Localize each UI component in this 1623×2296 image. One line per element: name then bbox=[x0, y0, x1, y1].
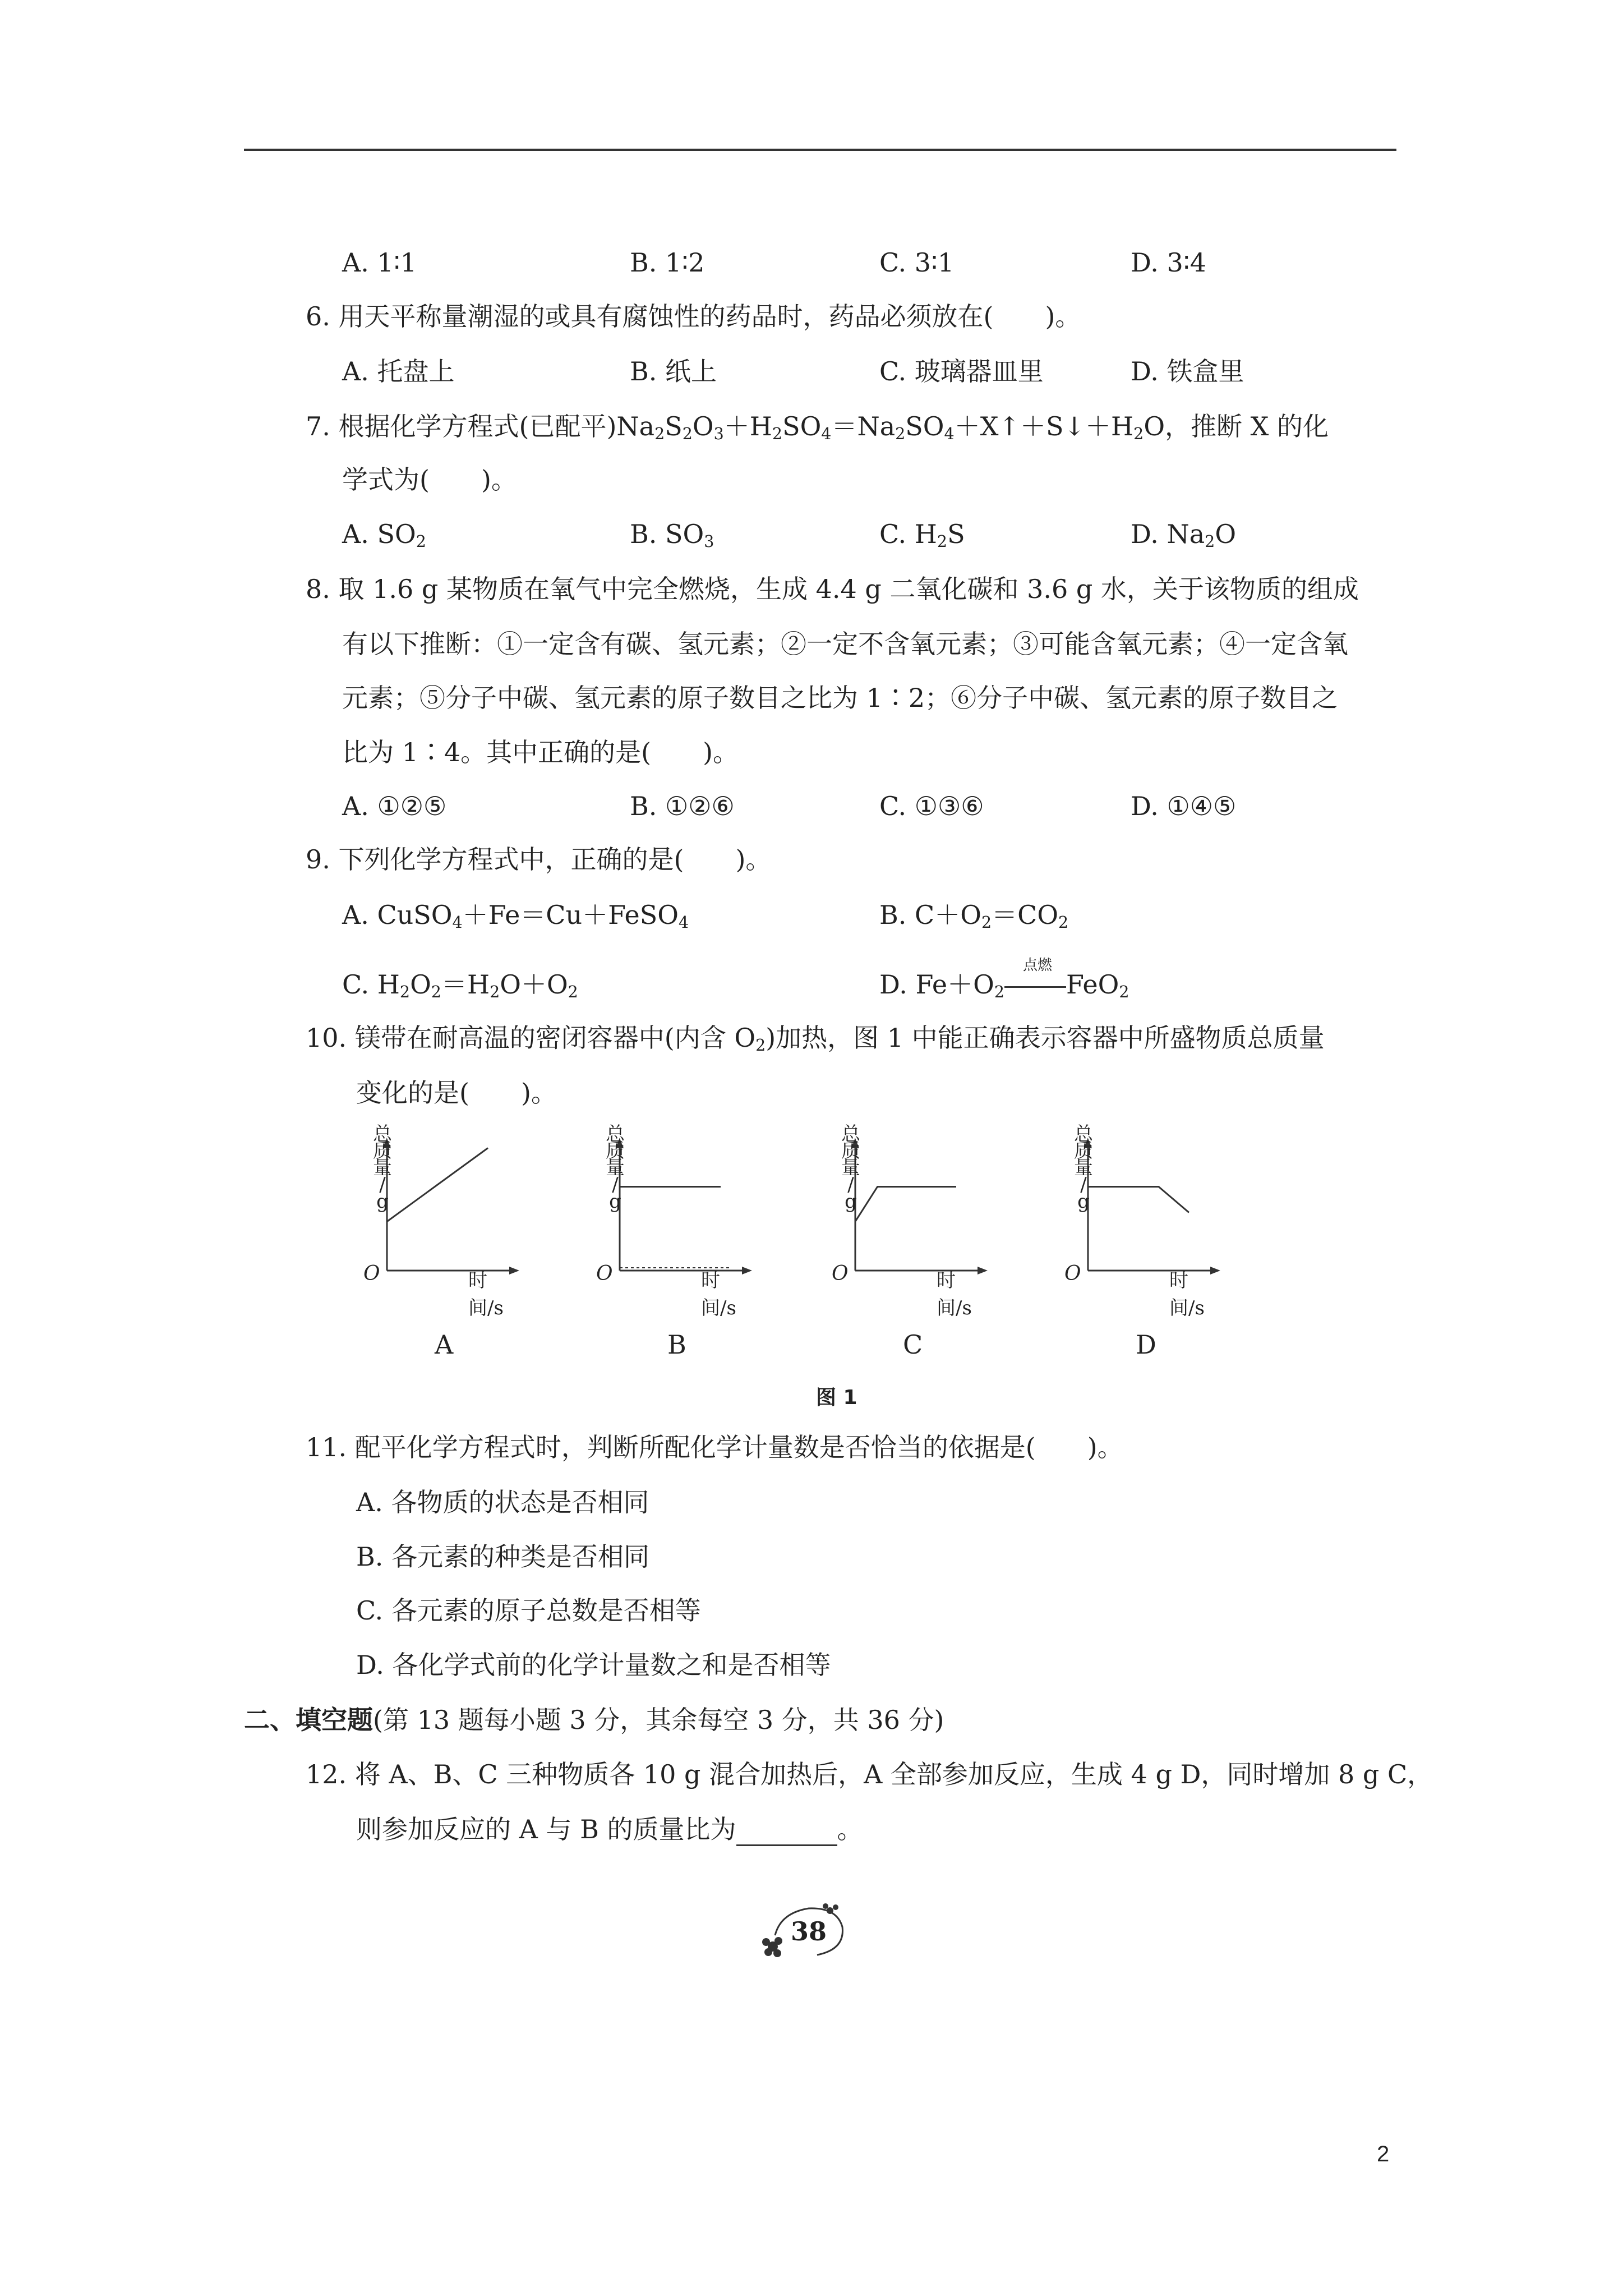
y-axis-label-char: / bbox=[847, 1174, 854, 1196]
reaction-condition bbox=[1004, 957, 1066, 1001]
option-text: B. C＋O bbox=[879, 900, 981, 930]
y-axis-label-char: g bbox=[376, 1190, 389, 1213]
x-axis-label: 时间/s bbox=[937, 1269, 972, 1319]
graph-b bbox=[596, 1123, 754, 1360]
origin-label: O bbox=[1064, 1262, 1081, 1285]
y-axis-label-char: g bbox=[1077, 1190, 1090, 1213]
x-axis-label: 时间/s bbox=[468, 1269, 504, 1319]
subscript: 3 bbox=[713, 425, 724, 444]
option-text: D. Fe＋O bbox=[879, 969, 994, 1000]
q12-stem-part: 则参加反应的 A 与 B 的质量比为 bbox=[356, 1814, 736, 1844]
graph-option-label: D bbox=[1136, 1329, 1156, 1360]
section-title: 二、填空题 bbox=[244, 1705, 373, 1735]
origin-label: O bbox=[832, 1262, 849, 1285]
subscript: 2 bbox=[490, 983, 500, 1002]
q11-stem: 11. 配平化学方程式时，判断所配化学计量数是否恰当的依据是( )。 bbox=[306, 1432, 1123, 1462]
option-text: ＝CO bbox=[992, 900, 1059, 930]
y-axis-label bbox=[604, 1123, 626, 1213]
subscript: 4 bbox=[944, 425, 955, 444]
q11-option-b: B. 各元素的种类是否相同 bbox=[356, 1542, 650, 1572]
subscript: 4 bbox=[452, 913, 463, 932]
option-text: B. SO bbox=[630, 519, 704, 549]
mass-curve bbox=[387, 1148, 488, 1222]
q7-stem-part: ＋H bbox=[723, 411, 772, 441]
y-axis-label-char: 质 bbox=[373, 1140, 392, 1162]
option-text: ＝H bbox=[441, 969, 490, 1000]
q11-option-a: A. 各物质的状态是否相同 bbox=[356, 1487, 649, 1517]
q8-stem-line3: 元素；⑤分子中碳、氢元素的原子数目之比为 1∶2；⑥分子中碳、氢元素的原子数目之 bbox=[342, 683, 1338, 713]
graph-c bbox=[832, 1123, 990, 1360]
subscript: 2 bbox=[654, 425, 665, 444]
q7-option-a bbox=[342, 517, 426, 551]
option-text: O bbox=[1215, 519, 1237, 549]
q8-option-b: B. ①②⑥ bbox=[630, 791, 735, 821]
graph-axes bbox=[844, 1130, 990, 1276]
subscript: 2 bbox=[399, 983, 411, 1002]
q8-option-c: C. ①③⑥ bbox=[879, 791, 984, 821]
mass-curve bbox=[1088, 1187, 1189, 1213]
graph-option-label: C bbox=[903, 1329, 923, 1360]
equation-bar bbox=[1004, 986, 1066, 988]
q7-option-b bbox=[630, 517, 714, 551]
q11-option-d: D. 各化学式前的化学计量数之和是否相等 bbox=[356, 1650, 831, 1680]
page-badge bbox=[758, 1902, 848, 1963]
subscript: 4 bbox=[678, 913, 689, 932]
subscript: 2 bbox=[568, 983, 578, 1002]
subscript: 2 bbox=[895, 425, 906, 444]
q5-option-b: B. 1∶2 bbox=[630, 247, 705, 278]
q6-stem: 6. 用天平称量潮湿的或具有腐蚀性的药品时，药品必须放在( )。 bbox=[306, 301, 1081, 332]
q10-stem-line2: 变化的是( )。 bbox=[356, 1078, 557, 1108]
q7-stem-part: ＝Na bbox=[831, 411, 896, 441]
y-axis-label bbox=[1072, 1123, 1095, 1213]
option-text: S bbox=[947, 519, 965, 549]
subscript: 2 bbox=[1133, 425, 1144, 444]
origin-label: O bbox=[596, 1262, 613, 1285]
mass-curve bbox=[855, 1187, 956, 1222]
section-note: (第 13 题每小题 3 分，其余每空 3 分，共 36 分) bbox=[373, 1705, 944, 1735]
origin-label: O bbox=[363, 1262, 380, 1285]
y-axis-label-char: 总 bbox=[373, 1123, 392, 1145]
q7-stem-part: 7. 根据化学方程式(已配平)Na bbox=[306, 411, 655, 441]
graph-option-label: B bbox=[667, 1329, 686, 1360]
option-text: A. CuSO bbox=[342, 900, 453, 930]
q8-stem-line2: 有以下推断：①一定含有碳、氢元素；②一定不含氧元素；③可能含氧元素；④一定含氧 bbox=[342, 629, 1348, 659]
graph-axes bbox=[1077, 1130, 1223, 1276]
option-text: D. Na bbox=[1131, 519, 1205, 549]
x-axis-label: 时间/s bbox=[701, 1269, 736, 1319]
y-axis-label-char: 总 bbox=[1074, 1123, 1093, 1145]
option-text: FeO bbox=[1066, 969, 1119, 1000]
subscript: 2 bbox=[1119, 983, 1129, 1002]
q9-option-c bbox=[342, 968, 578, 1001]
q7-option-d bbox=[1131, 517, 1236, 551]
q12-stem-part: 。 bbox=[837, 1814, 863, 1844]
y-axis-label-char: 量 bbox=[606, 1157, 625, 1179]
q6-option-c: C. 玻璃器皿里 bbox=[879, 356, 1044, 386]
graph-axes bbox=[376, 1130, 522, 1276]
subscript: 2 bbox=[937, 532, 948, 551]
q12-stem-line2 bbox=[356, 1812, 863, 1846]
q11-option-c: C. 各元素的原子总数是否相等 bbox=[356, 1595, 701, 1626]
y-axis-label-char: / bbox=[379, 1174, 386, 1196]
y-axis-label-char: g bbox=[845, 1190, 857, 1213]
option-text: A. SO bbox=[342, 519, 416, 549]
graph-option-label: A bbox=[435, 1329, 454, 1360]
q7-stem-line2: 学式为( )。 bbox=[342, 464, 517, 495]
y-axis-label-char: g bbox=[609, 1190, 621, 1213]
q7-stem-part: SO bbox=[782, 411, 822, 441]
subscript: 3 bbox=[704, 532, 714, 551]
subscript: 2 bbox=[994, 983, 1004, 1002]
header-rule bbox=[244, 149, 1396, 151]
y-axis-label-char: 量 bbox=[841, 1157, 860, 1179]
q10-stem-part: )加热，图 1 中能正确表示容器中所盛物质总质量 bbox=[766, 1023, 1325, 1053]
option-text: O＋O bbox=[500, 969, 568, 1000]
q5-option-a: A. 1∶1 bbox=[342, 247, 417, 278]
answer-blank[interactable] bbox=[736, 1822, 837, 1846]
q8-option-a: A. ①②⑤ bbox=[342, 791, 447, 821]
graph-d bbox=[1064, 1123, 1223, 1360]
graph-a bbox=[363, 1123, 522, 1360]
subscript: 2 bbox=[1058, 913, 1069, 932]
y-axis-label-char: / bbox=[1080, 1174, 1087, 1196]
y-axis-label bbox=[840, 1123, 862, 1213]
option-text: O bbox=[410, 969, 431, 1000]
page-number: 2 bbox=[1377, 2142, 1390, 2166]
subscript: 4 bbox=[821, 425, 832, 444]
y-axis-label-char: 质 bbox=[606, 1140, 625, 1162]
q10-stem-part: 10. 镁带在耐高温的密闭容器中(内含 O bbox=[306, 1023, 756, 1053]
x-axis-label: 时间/s bbox=[1169, 1269, 1205, 1319]
q6-option-a: A. 托盘上 bbox=[342, 356, 455, 386]
y-axis-label-char: 量 bbox=[1074, 1157, 1093, 1179]
q7-stem-part: S bbox=[665, 411, 683, 441]
q7-stem-part: O bbox=[692, 411, 714, 441]
figure-caption: 图 1 bbox=[816, 1386, 857, 1409]
subscript: 2 bbox=[416, 532, 426, 551]
condition-text: 点燃 bbox=[1022, 957, 1052, 974]
y-axis-label-char: 质 bbox=[841, 1140, 860, 1162]
badge-number: 38 bbox=[791, 1916, 827, 1947]
y-axis-label-char: 质 bbox=[1074, 1140, 1093, 1162]
q9-option-d bbox=[879, 957, 1129, 1002]
q5-option-c: C. 3∶1 bbox=[879, 247, 955, 278]
y-axis-label-char: 量 bbox=[373, 1157, 392, 1179]
q6-option-b: B. 纸上 bbox=[630, 356, 717, 386]
graph-axes bbox=[608, 1130, 754, 1276]
q10-stem-line1 bbox=[306, 1021, 1325, 1055]
q8-stem-line1: 8. 取 1.6 g 某物质在氧气中完全燃烧，生成 4.4 g 二氧化碳和 3.6 g 水，关于该物质的组成 bbox=[306, 574, 1359, 604]
subscript: 2 bbox=[431, 983, 441, 1002]
subscript: 2 bbox=[1205, 532, 1215, 551]
subscript: 2 bbox=[755, 1036, 766, 1055]
q9-stem: 9. 下列化学方程式中，正确的是( )。 bbox=[306, 844, 772, 875]
subscript: 2 bbox=[772, 425, 783, 444]
q6-option-d: D. 铁盒里 bbox=[1131, 356, 1244, 386]
option-text: C. H bbox=[879, 519, 937, 549]
subscript: 2 bbox=[682, 425, 693, 444]
q7-stem-part: ＋X↑＋S↓＋H bbox=[954, 411, 1134, 441]
y-axis-label-char: 总 bbox=[606, 1123, 625, 1145]
y-axis-label bbox=[371, 1123, 394, 1213]
q9-option-b bbox=[879, 898, 1068, 932]
q7-stem-part: O，推断 X 的化 bbox=[1144, 411, 1329, 441]
q7-stem bbox=[306, 409, 1329, 443]
section-2-heading bbox=[244, 1703, 944, 1737]
q7-option-c bbox=[879, 517, 965, 551]
q8-option-d: D. ①④⑤ bbox=[1131, 791, 1237, 821]
q5-option-d: D. 3∶4 bbox=[1131, 247, 1206, 278]
y-axis-label-char: / bbox=[612, 1174, 619, 1196]
q9-option-a bbox=[342, 898, 689, 932]
q8-stem-line4: 比为 1∶4。其中正确的是( )。 bbox=[342, 737, 739, 767]
option-text: C. H bbox=[342, 969, 400, 1000]
y-axis-label-char: 总 bbox=[841, 1123, 860, 1145]
option-text: ＋Fe＝Cu＋FeSO bbox=[462, 900, 679, 930]
q7-stem-part: SO bbox=[905, 411, 944, 441]
subscript: 2 bbox=[981, 913, 992, 932]
q12-stem-line1: 12. 将 A、B、C 三种物质各 10 g 混合加热后，A 全部参加反应，生成 4 g D，同时增加 8 g C， bbox=[306, 1759, 1433, 1789]
